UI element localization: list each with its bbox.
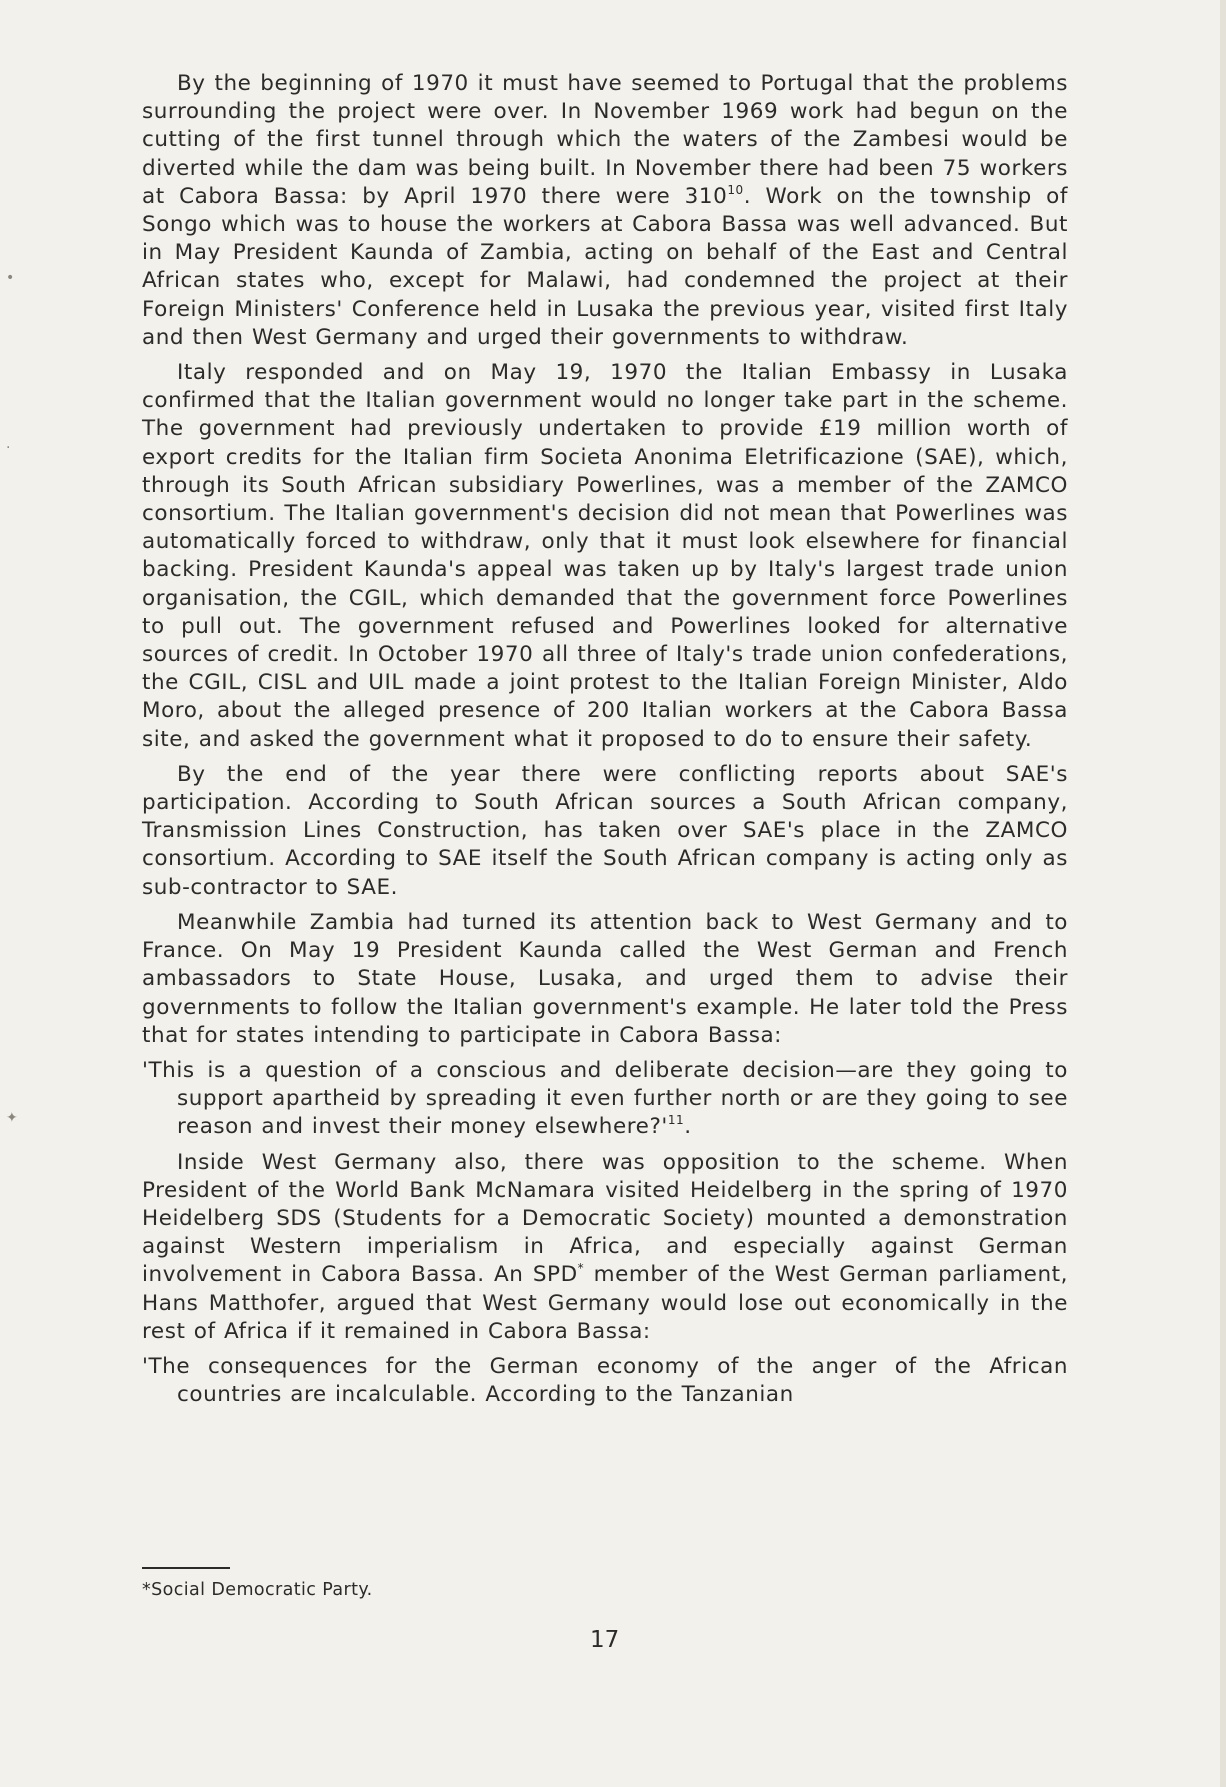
paragraph-3: By the end of the year there were conflicting reports about SAE's participation. According to South African sources a South African company, Transmission Lines Construction, has taken over SAE's place in the ZAMCO consortium. According to SAE itself the South African company is acting only as sub-contractor to SAE. <box>142 761 1068 900</box>
block-quote-2: 'The consequences for the German economy of the anger of the African countries are incalculable. According to the Tanzanian <box>142 1353 1068 1408</box>
paragraph-5: Inside West Germany also, there was opposition to the scheme. When President of the World Bank McNamara visited Heidelberg in the spring of 1970 Heidelberg SDS (Students for a Democratic Society) mounted a demonstration against Western imperialism in Africa, and especially against German involvement in Cabora Bassa. An SPD* member of the West German parliament, Hans Matthofer, argued that West Germany would lose out economically in the rest of Africa if it remained in Cabora Bassa: <box>142 1149 1068 1344</box>
footnote-divider <box>142 1567 230 1569</box>
margin-mark: • <box>6 270 15 286</box>
body-text <box>142 70 1068 1416</box>
endnote-ref-10: 10 <box>727 182 744 197</box>
paragraph-2: Italy responded and on May 19, 1970 the Italian Embassy in Lusaka confirmed that the Italian government would no longer take part in the scheme. The government had previously undertaken to provide £19 million worth of export credits for the Italian firm Societa Anonima Eletrificazione (SAE), which, through its South African subsidiary Powerlines, was a member of the ZAMCO consortium. The Italian government's decision did not mean that Powerlines was automatically forced to withdraw, only that it must look elsewhere for financial backing. President Kaunda's appeal was taken up by Italy's largest trade union organisation, the CGIL, which demanded that the government force Powerlines to pull out. The government refused and Powerlines looked for alternative sources of credit. In October 1970 all three of Italy's trade union confederations, the CGIL, CISL and UIL made a joint protest to the Italian Foreign Minister, Aldo Moro, about the alleged presence of 200 Italian workers at the Cabora Bassa site, and asked the government what it proposed to do to ensure their safety. <box>142 360 1068 752</box>
page-number: 17 <box>590 1627 620 1653</box>
margin-mark: · <box>6 440 11 456</box>
endnote-ref-11: 11 <box>667 1113 685 1128</box>
margin-mark: ✦ <box>6 1110 18 1126</box>
footnote-ref-asterisk: * <box>577 1261 585 1276</box>
footnote: *Social Democratic Party. <box>142 1580 373 1600</box>
block-quote-1: 'This is a question of a conscious and deliberate decision—are they going to support apartheid by spreading it even further north or are they going to see reason and invest their money $elsewhere?'^{11}$. <box>142 1057 1068 1140</box>
page-edge <box>1220 0 1226 1787</box>
paragraph-1: By the beginning of 1970 it must have seemed to Portugal that the problems surrounding the project were over. In November 1969 work had begun on the cutting of the first tunnel through which the waters of the Zambesi would be diverted while the dam was being built. In November there had been 75 workers at Cabora Bassa: by April 1970 there were $310^{10}$. Work on the township of Songo which was to house the workers at Cabora Bassa was well advanced. But in May President Kaunda of Zambia, acting on behalf of the East and Central African states who, except for Malawi, had condemned the project at their Foreign Ministers' Conference held in Lusaka the previous year, visited first Italy and then West Germany and urged their governments to withdraw. <box>142 71 1069 350</box>
paragraph-4: Meanwhile Zambia had turned its attention back to West Germany and to France. On May 19 President Kaunda called the West German and French ambassadors to State House, Lusaka, and urged them to advise their governments to follow the Italian government's example. He later told the Press that for states intending to participate in Cabora Bassa: <box>142 909 1068 1048</box>
